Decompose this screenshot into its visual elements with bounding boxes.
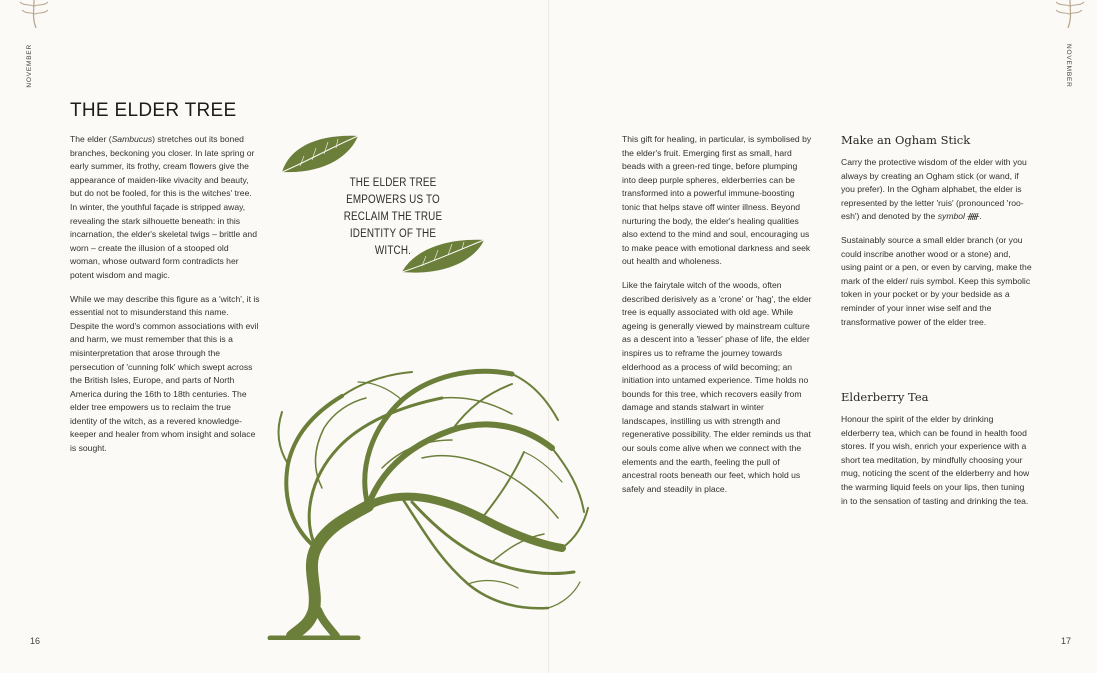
corner-sprig-icon bbox=[1050, 0, 1090, 30]
running-head-left: NOVEMBER bbox=[26, 44, 33, 88]
paragraph: Like the fairytale witch of the woods, often described derisively as a 'crone' or 'hag', the elder tree is equally associated with old age. While ageing is generally viewed by mainstream culture as a descent into a 'lesser' phase of life, the elder inspires us to reframe the journey towards elderhood as a process of wild becoming; an initiation into untamed experience. Time holds no bounds for this tree, which recovers easily from damage and stands stalwart in winter landscapes, instilling us with strength and regenerative possibility. The elder reminds us that our souls come alive when we connect with the elements and the earth, feeling the pull of ancestral roots beneath our feet, which hold us safely and steadily in place. bbox=[622, 279, 812, 494]
paragraph: While we may describe this figure as a 'witch', it is essential not to misunderstand this name. Despite the word's common associations with evil and harm, we must remember that this is a misinterpretation that arose through the persecution of 'cunning folk' which swept across the British Isles, Europe, and parts of North America during the 16th to 18th centuries. The elder tree empowers us to reclaim the true identity of the witch, as a revered knowledge-keeper and healer from whom insight and solace is sought. bbox=[70, 293, 260, 454]
tea-section bbox=[841, 413, 1033, 518]
middle-column bbox=[622, 133, 812, 506]
ogham-section bbox=[841, 156, 1033, 339]
page-title: THE ELDER TREE bbox=[70, 100, 237, 121]
paragraph: Honour the spirit of the elder by drinking elderberry tea, which can be found in health food stores. If you wish, enrich your experience with a short tea meditation, by mindfully choosing your mug, noticing the scent of the elderberry and how the warming liquid feels on your lips, then tuning in to the sensation of tasting and drinking the tea. bbox=[841, 414, 1030, 506]
paragraph: Carry the protective wisdom of the elder with you always by creating an Ogham stick (or wand, if you prefer). In the Ogham alphabet, the elder is represented by the letter 'ruis' (pronounced 'roo-esh') and denoted by the symbol ᚏ. bbox=[841, 157, 1027, 222]
paragraph: The elder (Sambucus) stretches out its boned branches, beckoning you closer. In late spring or early summer, its frothy, cream flowers give the appearance of maiden-like vivacity and beauty, but do not be fooled, for this is the witches' tree. In winter, the youthful façade is stripped away, revealing the stark silhouette beneath: in this incarnation, the elder's skeletal twigs – brittle and worn – create the illusion of a stooped old woman, whose outward form contradicts her potent wisdom and magic. bbox=[70, 134, 257, 280]
page-number-right: 17 bbox=[1061, 636, 1072, 646]
corner-sprig-icon bbox=[14, 0, 54, 30]
paragraph: This gift for healing, in particular, is symbolised by the elder's fruit. Emerging first as small, hard beads with a green-red tinge, before plumping into deep purple spheres, elderberries can be transformed into a powerful immune-boosting tonic that helps stave off winter illness. Beyond nurturing the body, the elder's healing qualities also extend to the mind and soul, encouraging us to make peace with emotional darkness and seek out health and wholeness. bbox=[622, 134, 812, 267]
elder-tree-illustration bbox=[262, 348, 592, 640]
ogham-heading: Make an Ogham Stick bbox=[841, 133, 971, 147]
ruis-symbol-icon: ᚏ bbox=[967, 211, 980, 222]
running-head-right: NOVEMBER bbox=[1065, 44, 1072, 88]
leaf-icon bbox=[280, 132, 360, 176]
tea-heading: Elderberry Tea bbox=[841, 390, 929, 404]
paragraph: Sustainably source a small elder branch (or you could inscribe another wood or a stone) and, using paint or a pen, or even by carving, make the mark of the elder/ ruis symbol. Keep this symbolic token in your pocket or by your bedside as a reminder of your inner wise self and the transformative power of the elder tree. bbox=[841, 234, 1032, 327]
left-column bbox=[70, 133, 260, 466]
pull-quote: THE ELDER TREE EMPOWERS US TO RECLAIM THE TRUE IDENTITY OF THE WITCH. bbox=[343, 177, 443, 257]
page-number-left: 16 bbox=[30, 636, 41, 646]
